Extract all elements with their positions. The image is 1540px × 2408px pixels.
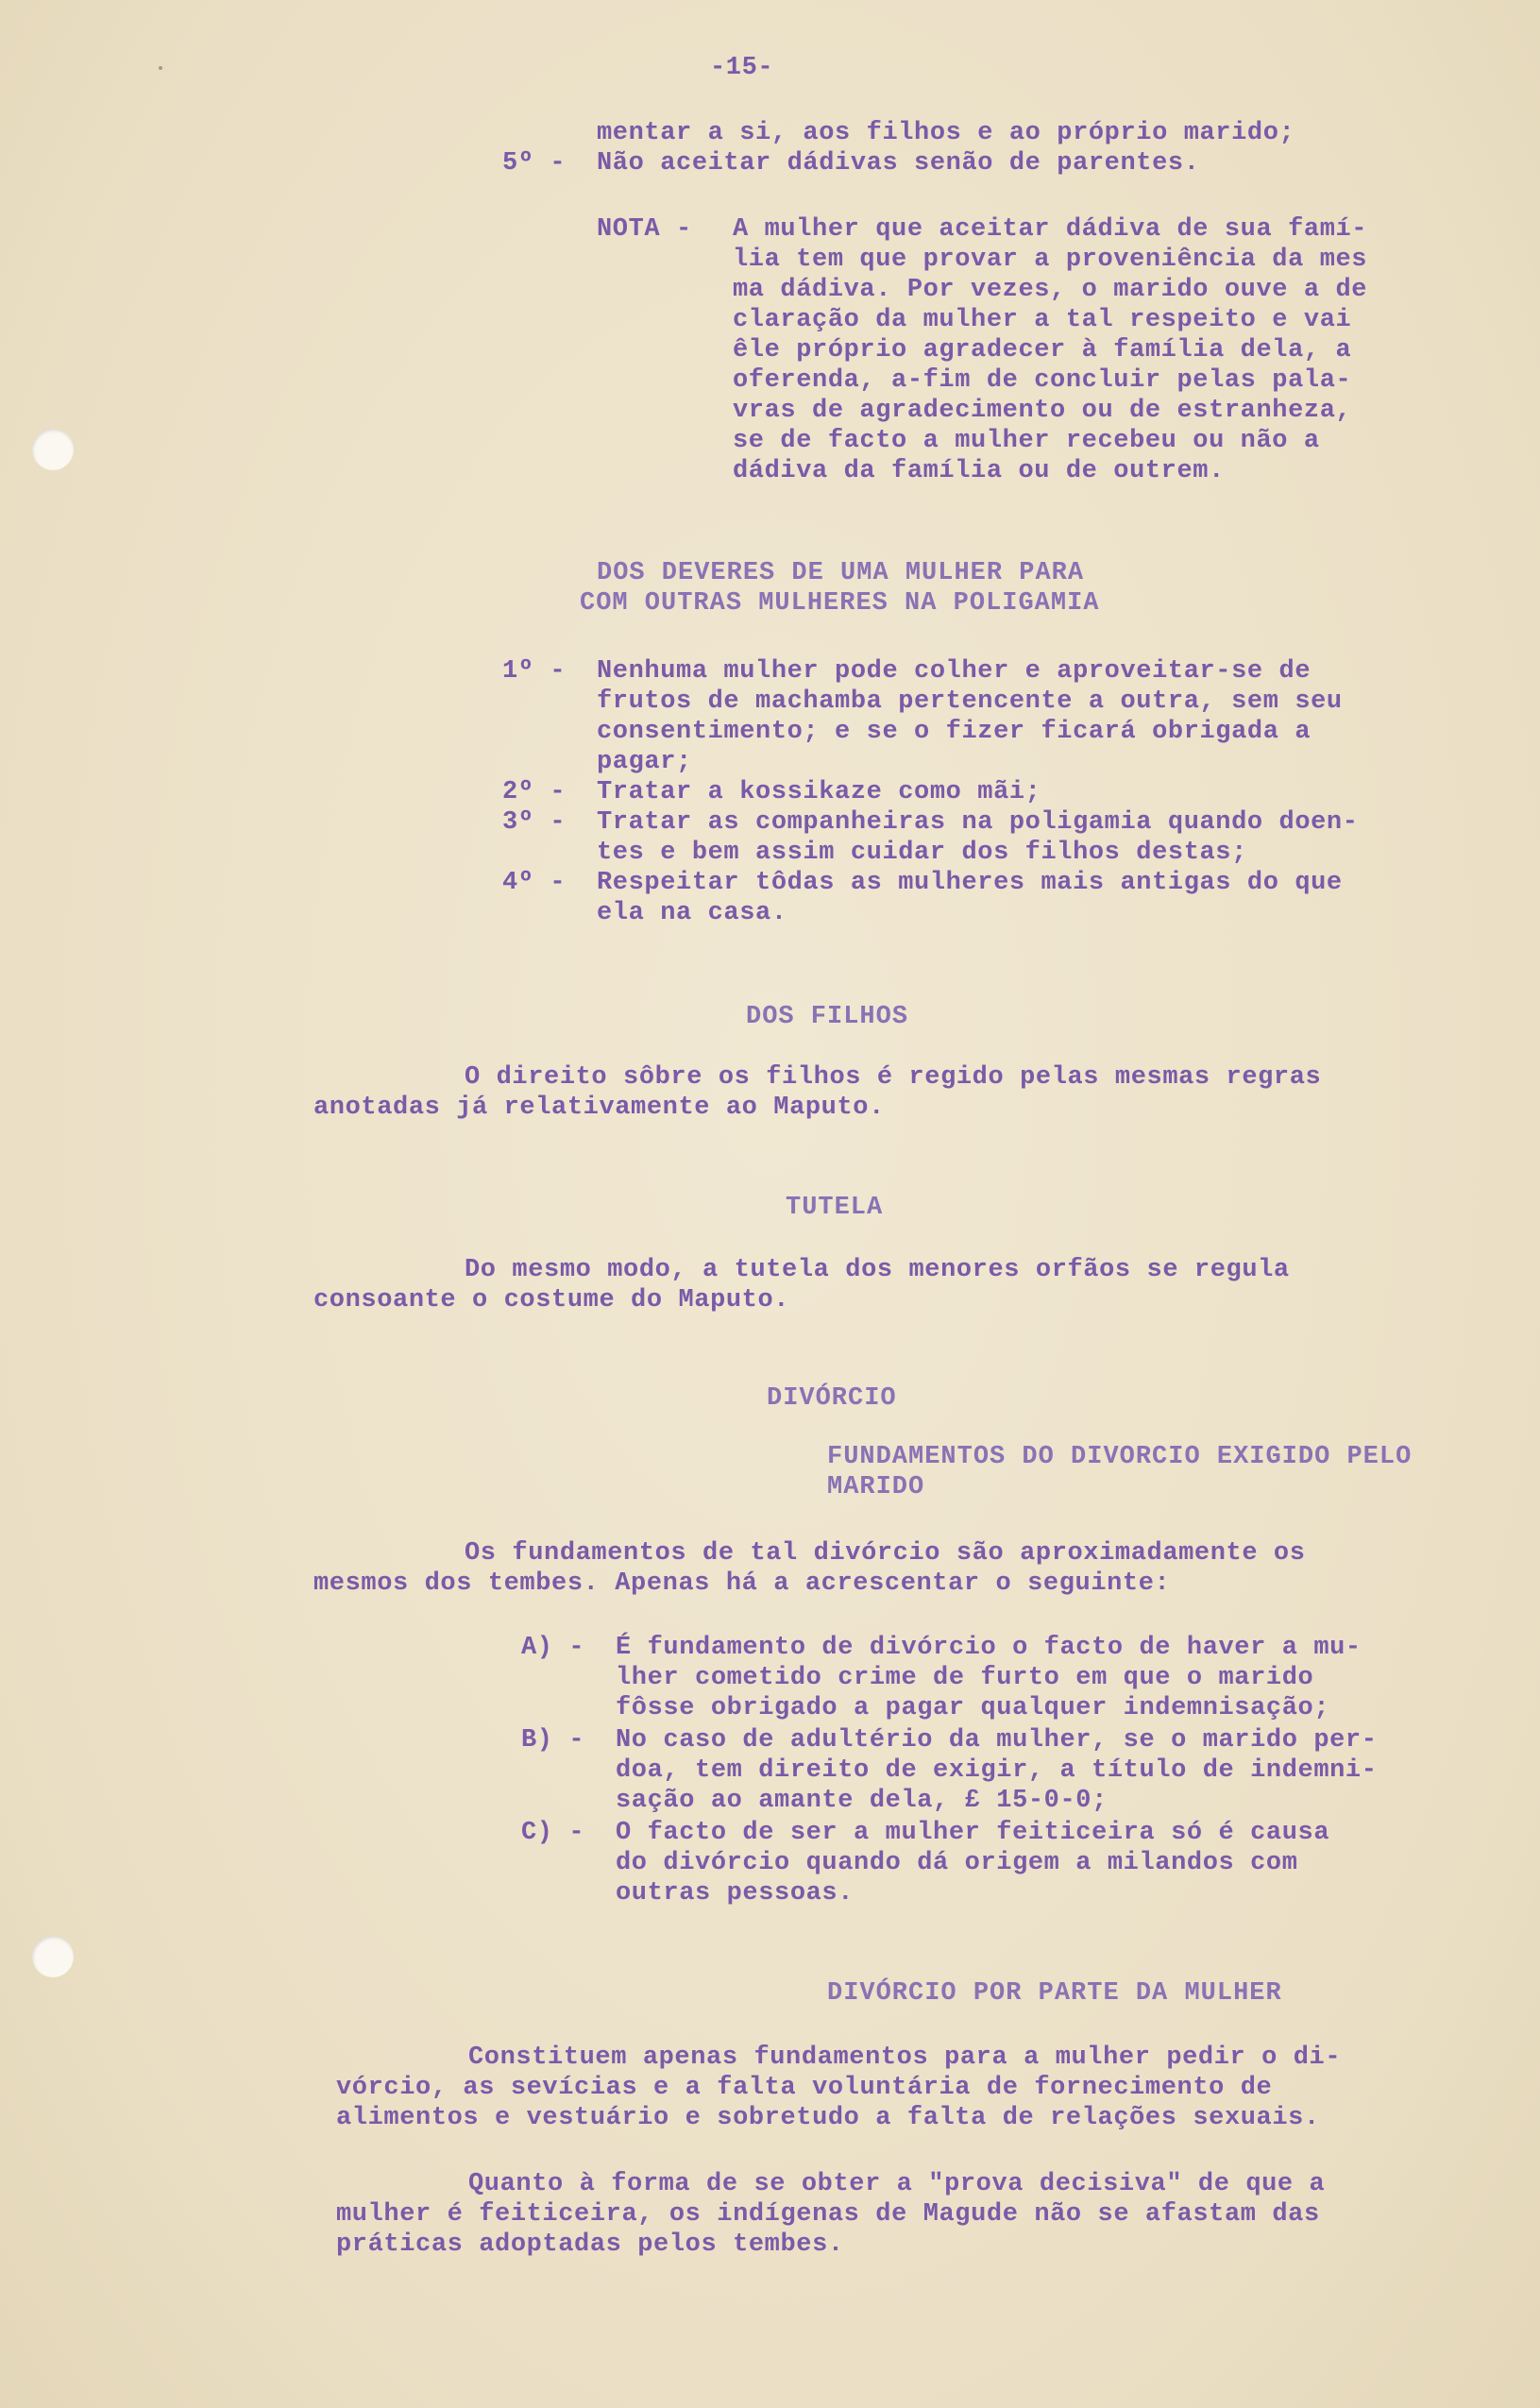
mulher-para2-line: mulher é feiticeira, os indígenas de Magude não se afastam das	[336, 2200, 1320, 2229]
tutela-line: Do mesmo modo, a tutela dos menores orfãos se regula	[465, 1256, 1290, 1284]
deveres-item-line: tes e bem assim cuidar dos filhos destas;	[597, 839, 1247, 867]
divorcio-item-line: É fundamento de divórcio o facto de haver a mu-	[616, 1634, 1362, 1662]
mulher-para2-line: Quanto à forma de se obter a "prova decisiva" de que a	[468, 2170, 1326, 2198]
mulher-para1-line: alimentos e vestuário e sobretudo a falta de relações sexuais.	[336, 2104, 1320, 2132]
nota-line: claração da mulher a tal respeito e vai	[733, 306, 1352, 334]
deveres-item-line: frutos de machamba pertencente a outra, sem seu	[597, 687, 1343, 716]
item-5-number: 5º -	[502, 149, 567, 178]
filhos-line: anotadas já relativamente ao Maputo.	[313, 1094, 885, 1122]
section-heading-deveres-2: COM OUTRAS MULHERES NA POLIGAMIA	[580, 589, 1100, 618]
divorcio-item-line: outras pessoas.	[616, 1879, 855, 1908]
deveres-item-line: consentimento; e se o fizer ficará obrigada a	[597, 718, 1312, 746]
section-heading-divorcio-mulher: DIVÓRCIO POR PARTE DA MULHER	[827, 1979, 1282, 2008]
divorcio-intro-line: Os fundamentos de tal divórcio são aproximadamente os	[465, 1539, 1306, 1568]
subheading-fundamentos: FUNDAMENTOS DO DIVORCIO EXIGIDO PELO	[827, 1443, 1413, 1471]
paper-speck	[159, 66, 162, 70]
mulher-para2-line: práticas adoptadas pelos tembes.	[336, 2230, 844, 2259]
section-heading-filhos: DOS FILHOS	[746, 1003, 909, 1031]
subheading-marido: MARIDO	[827, 1473, 925, 1501]
nota-line: ma dádiva. Por vezes, o marido ouve a de	[733, 276, 1368, 304]
item-5-text: Não aceitar dádivas senão de parentes.	[597, 149, 1200, 178]
deveres-item-line: pagar;	[597, 748, 692, 776]
divorcio-item-letter: C) -	[521, 1819, 585, 1847]
filhos-line: O direito sôbre os filhos é regido pelas mesmas regras	[465, 1063, 1322, 1092]
section-heading-divorcio: DIVÓRCIO	[767, 1384, 897, 1413]
section-heading-deveres: DOS DEVERES DE UMA MULHER PARA	[597, 559, 1085, 587]
divorcio-item-line: No caso de adultério da mulher, se o marido per-	[616, 1726, 1378, 1755]
divorcio-item-letter: A) -	[521, 1634, 585, 1662]
nota-line: vras de agradecimento ou de estranheza,	[733, 397, 1352, 425]
nota-label: NOTA -	[597, 215, 692, 244]
deveres-item-line: ela na casa.	[597, 899, 787, 927]
deveres-item-number: 3º -	[502, 808, 567, 837]
opening-line: mentar a si, aos filhos e ao próprio marido;	[597, 119, 1295, 147]
mulher-para1-line: Constituem apenas fundamentos para a mulher pedir o di-	[468, 2043, 1342, 2072]
divorcio-item-line: doa, tem direito de exigir, a título de indemni-	[616, 1756, 1378, 1785]
punch-hole-bottom	[32, 1936, 74, 1977]
nota-line: êle próprio agradecer à família dela, a	[733, 336, 1352, 365]
divorcio-item-line: O facto de ser a mulher feiticeira só é causa	[616, 1819, 1330, 1847]
deveres-item-line: Nenhuma mulher pode colher e aproveitar-se de	[597, 657, 1312, 686]
punch-hole-top	[32, 429, 74, 470]
divorcio-intro-line: mesmos dos tembes. Apenas há a acrescentar o seguinte:	[313, 1569, 1171, 1598]
divorcio-item-line: sação ao amante dela, £ 15-0-0;	[616, 1787, 1108, 1815]
divorcio-item-line: do divórcio quando dá origem a milandos com	[616, 1849, 1298, 1877]
divorcio-item-line: fôsse obrigado a pagar qualquer indemnisação;	[616, 1694, 1330, 1722]
section-heading-tutela: TUTELA	[786, 1194, 884, 1222]
tutela-line: consoante o costume do Maputo.	[313, 1286, 790, 1314]
divorcio-item-letter: B) -	[521, 1726, 585, 1755]
nota-line: lia tem que provar a proveniência da mes	[733, 246, 1368, 274]
deveres-item-line: Respeitar tôdas as mulheres mais antigas do que	[597, 869, 1343, 897]
mulher-para1-line: vórcio, as sevícias e a falta voluntária de fornecimento de	[336, 2074, 1273, 2102]
page-number: -15-	[710, 54, 774, 82]
deveres-item-line: Tratar a kossikaze como mãi;	[597, 778, 1041, 806]
nota-line: A mulher que aceitar dádiva de sua famí-	[733, 215, 1368, 244]
nota-line: oferenda, a-fim de concluir pelas pala-	[733, 366, 1352, 395]
divorcio-item-line: lher cometido crime de furto em que o marido	[616, 1664, 1314, 1692]
deveres-item-number: 2º -	[502, 778, 567, 806]
deveres-item-number: 4º -	[502, 869, 567, 897]
nota-line: se de facto a mulher recebeu ou não a	[733, 427, 1320, 455]
nota-line: dádiva da família ou de outrem.	[733, 457, 1225, 485]
deveres-item-line: Tratar as companheiras na poligamia quando doen-	[597, 808, 1359, 837]
deveres-item-number: 1º -	[502, 657, 567, 686]
